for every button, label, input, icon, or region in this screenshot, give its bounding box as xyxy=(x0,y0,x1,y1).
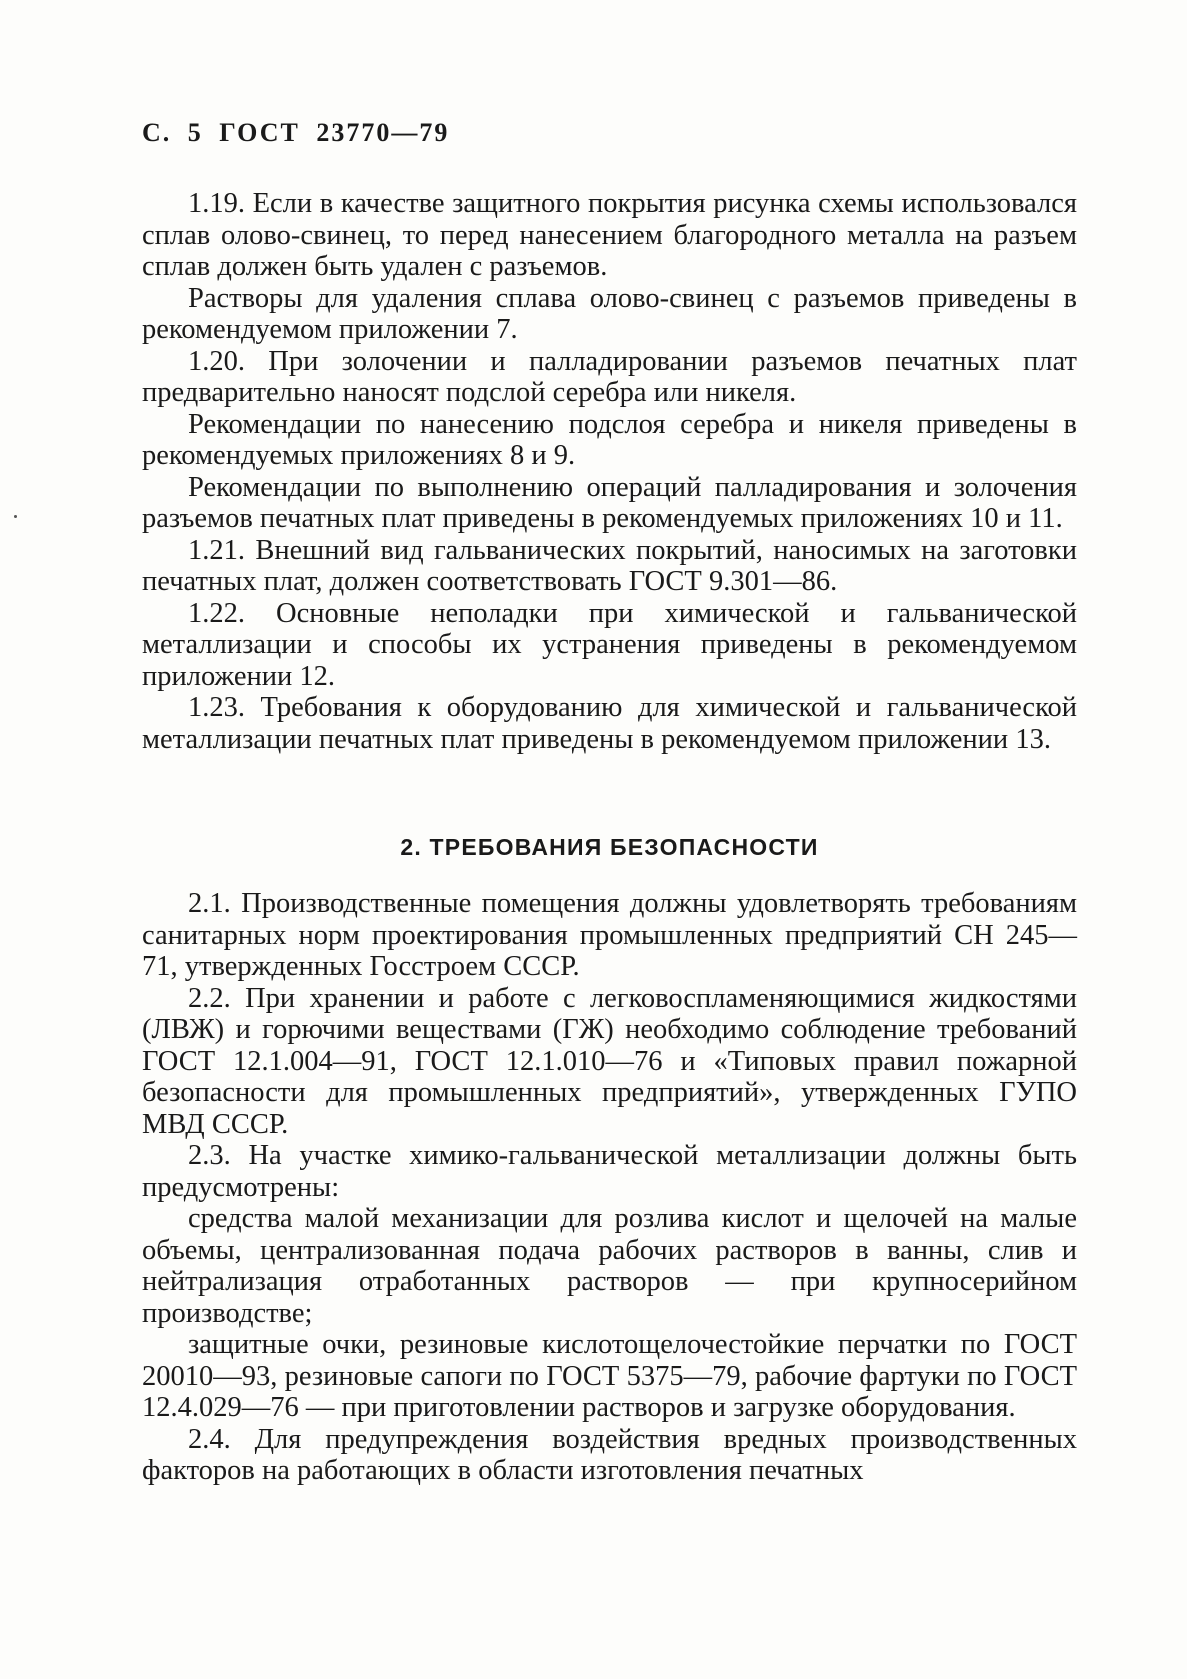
section-title-safety: 2. ТРЕБОВАНИЯ БЕЗОПАСНОСТИ xyxy=(400,834,819,860)
paragraph-2-1: 2.1. Производственные помещения должны удовлетворять требованиям санитарных норм проектирования промышленных предприятий СН 245—71, утвержденных Госстроем СССР. xyxy=(142,888,1077,982)
paragraph-palladium-gold-recommendations: Рекомендации по выполнению операций палладирования и золочения разъемов печатных плат приведены в рекомендуемых приложениях 10 и 11. xyxy=(142,471,1077,534)
section-1-text xyxy=(142,188,1077,755)
paragraph-2-3: 2.3. На участке химико-гальванической металлизации должны быть предусмотрены: xyxy=(142,1140,1077,1203)
paragraph-1-22: 1.22. Основные неполадки при химической и гальванической металлизации и способы их устранения приведены в рекомендуемом приложении 12. xyxy=(142,597,1077,692)
paragraph-2-2: 2.2. При хранении и работе с легковоспламеняющимися жидкостями (ЛВЖ) и горючими веществами (ГЖ) необходимо соблюдение требований ГОСТ 12.1.004—91, ГОСТ 12.1.010—76 и «Типовых правил пожарной безопасности для промышленных предприятий», утвержденных ГУПО МВД СССР. xyxy=(142,982,1077,1140)
section-2-text xyxy=(142,888,1077,1487)
paragraph-1-21: 1.21. Внешний вид гальванических покрытий, наносимых на заготовки печатных плат, должен соответствовать ГОСТ 9.301—86. xyxy=(142,534,1077,597)
paragraph-mechanization-means: средства малой механизации для розлива кислот и щелочей на малые объемы, централизованная подача рабочих растворов в ванны, слив и нейтрализация отработанных растворов — при крупносерийном производстве; xyxy=(142,1203,1077,1329)
paragraph-solutions-removal: Растворы для удаления сплава олово-свинец с разъемов приведены в рекомендуемом приложении 7. xyxy=(142,282,1077,345)
paragraph-1-23: 1.23. Требования к оборудованию для химической и гальванической металлизации печатных плат приведены в рекомендуемом приложении 13. xyxy=(142,692,1077,755)
paragraph-1-19: 1.19. Если в качестве защитного покрытия рисунка схемы использовался сплав олово-свинец, то перед нанесением благородного металла на разъем сплав должен быть удален с разъемов. xyxy=(142,188,1077,282)
paragraph-protective-equipment: защитные очки, резиновые кислотощелочестойкие перчатки по ГОСТ 20010—93, резиновые сапоги по ГОСТ 5375—79, рабочие фартуки по ГОСТ 12.4.029—76 — при приготовлении растворов и загрузке оборудования. xyxy=(142,1329,1077,1423)
scan-speck xyxy=(14,515,17,518)
paragraph-sublayer-recommendations: Рекомендации по нанесению подслоя серебра и никеля приведены в рекомендуемых приложениях 8 и 9. xyxy=(142,408,1077,471)
paragraph-2-4: 2.4. Для предупреждения воздействия вредных производственных факторов на работающих в области изготовления печатных xyxy=(142,1423,1077,1486)
page-header: С. 5 ГОСТ 23770—79 xyxy=(142,118,450,147)
paragraph-1-20: 1.20. При золочении и палладировании разъемов печатных плат предварительно наносят подслой серебра или никеля. xyxy=(142,345,1077,408)
